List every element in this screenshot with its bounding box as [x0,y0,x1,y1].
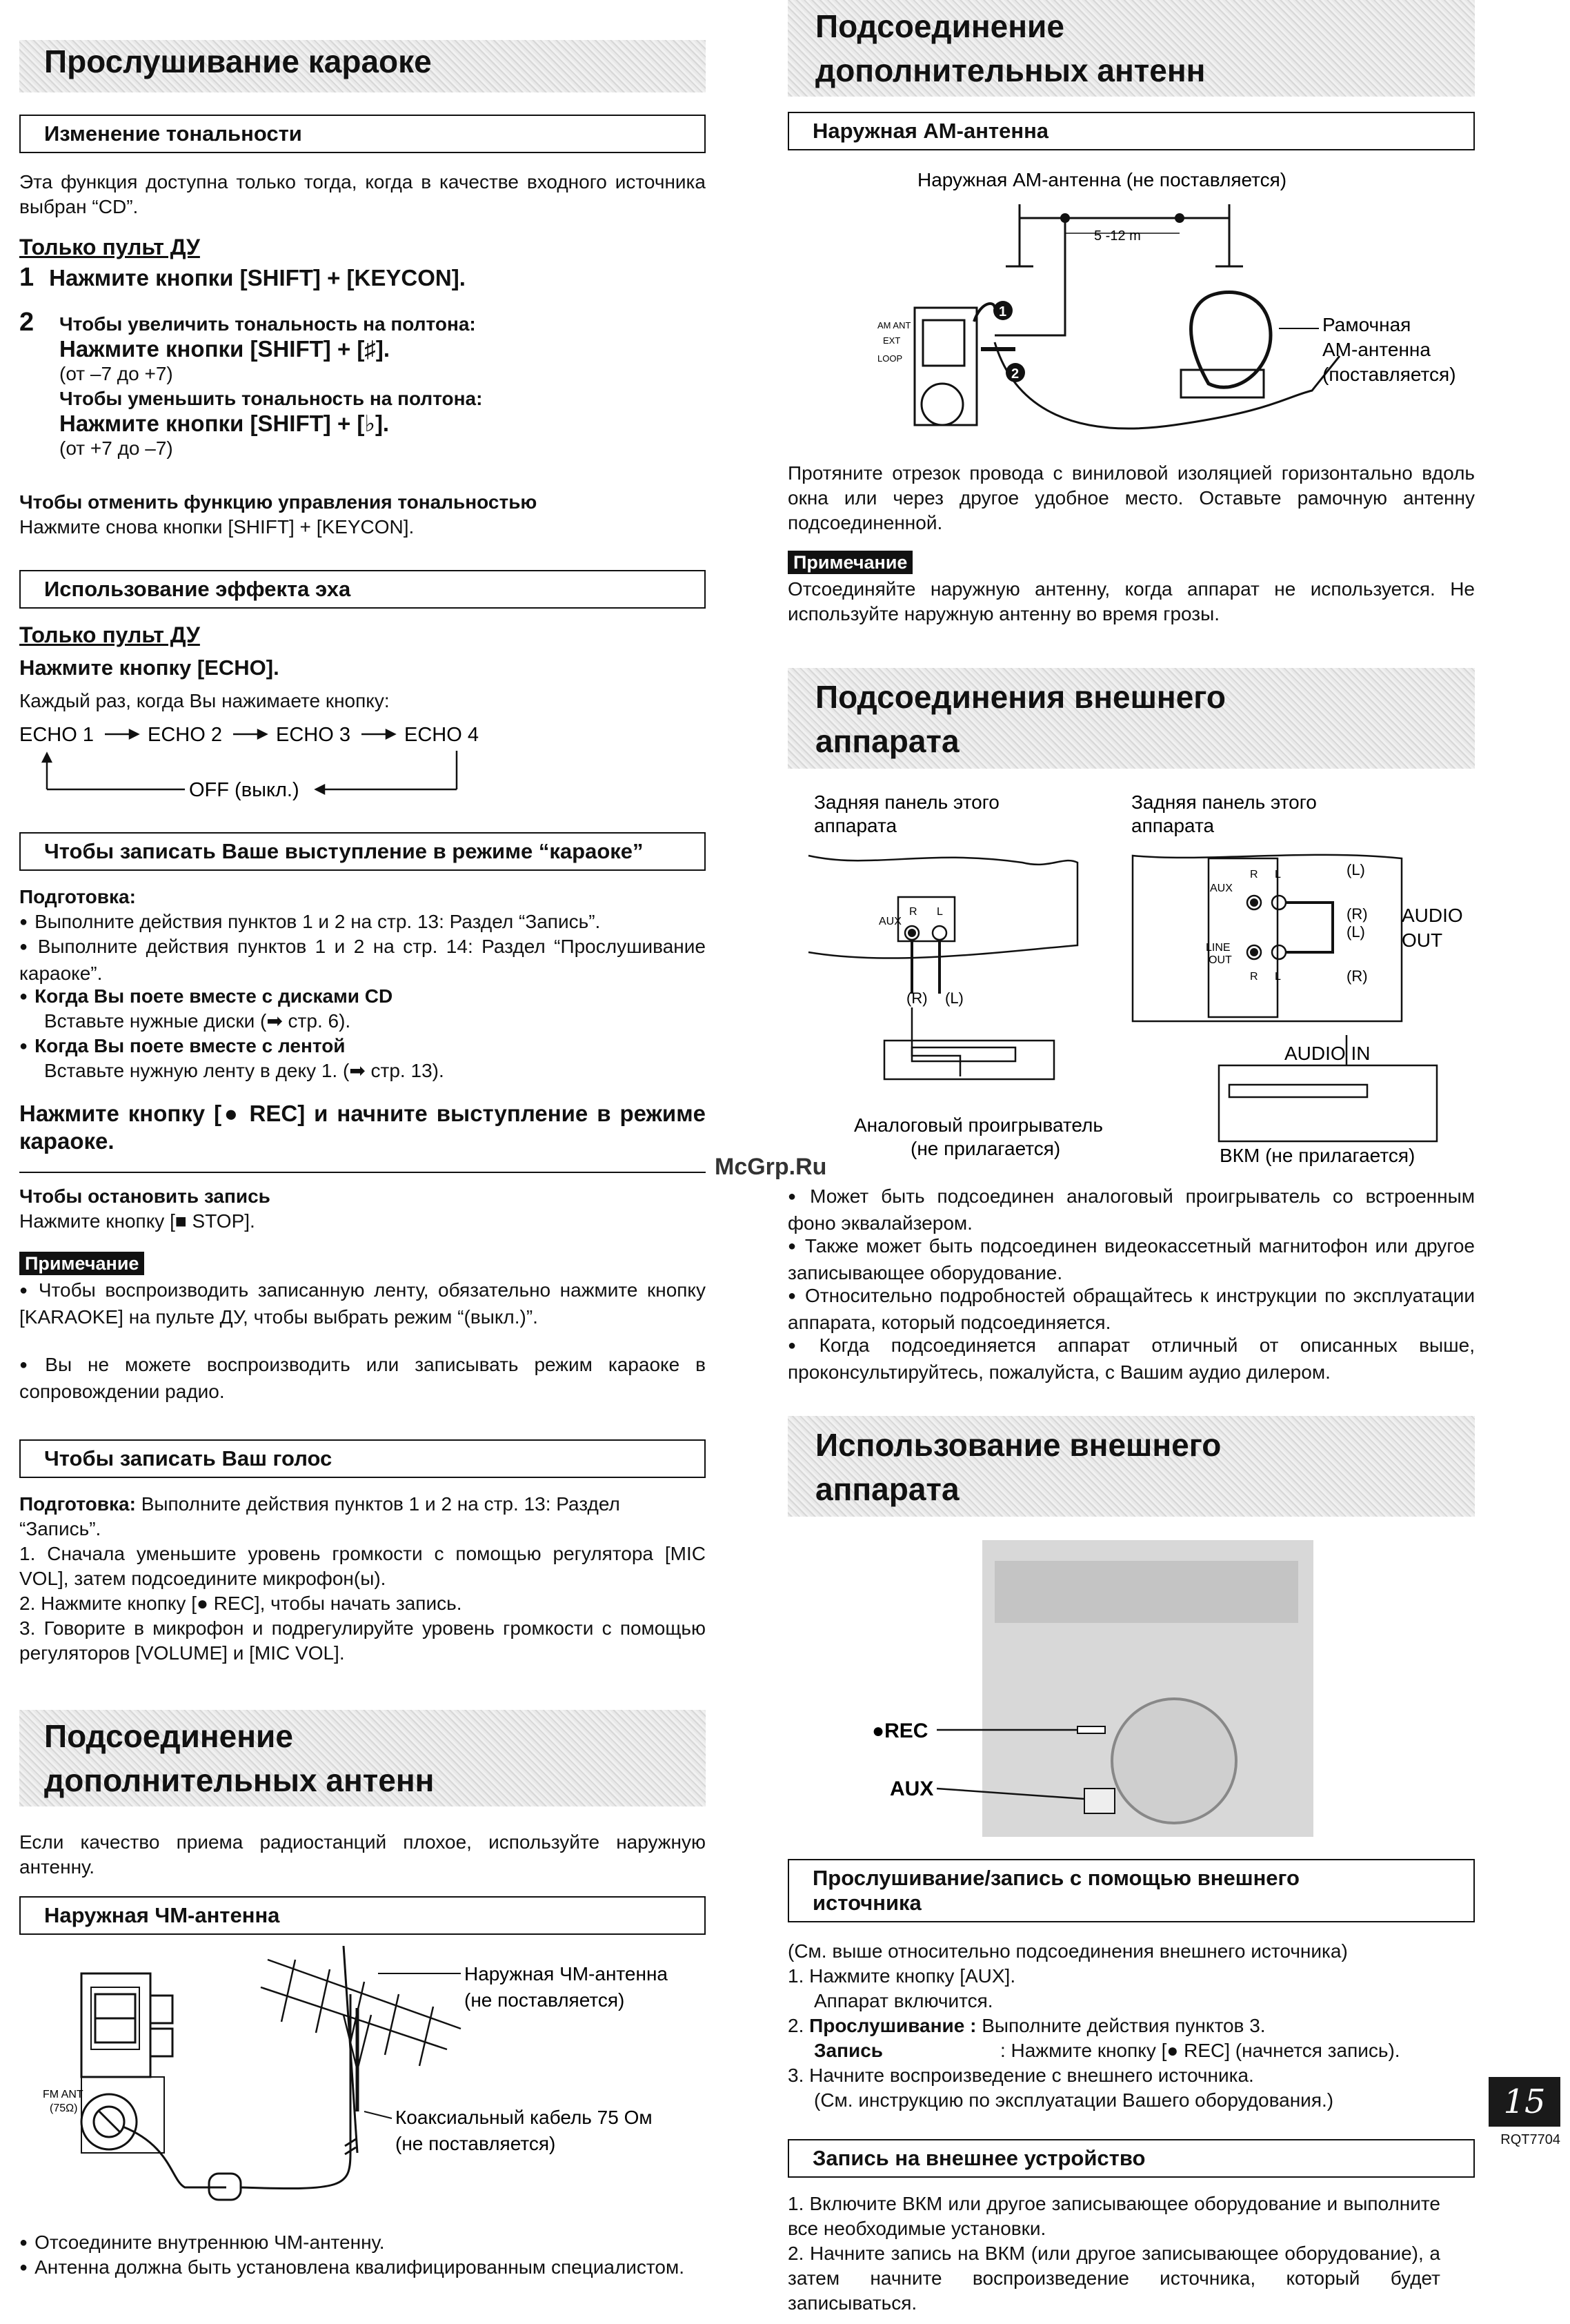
rec-mode-text: : Нажмите кнопку [● REC] (начнется запись). [1000,2040,1400,2061]
ext-bullet-2: ● Также может быть подсоединен видеокассетный магнитофон или другое записывающее оборудование. [788,1234,1475,1286]
echo-heading: Использование эффекта эха [19,570,706,609]
rec-voice-step-2: 2. Нажмите кнопку [● REC], чтобы начать запись. [19,1593,462,1614]
am-loop-label: LOOP [877,353,903,364]
ext-rec-step-2: 2. Начните запись на ВКМ (или другое записывающее оборудование), а затем начните воспроизведение источника, который будет записываться. [788,2243,1440,2314]
rear-panel-label-2: аппарата [1131,815,1215,836]
listen-heading-line-1: Прослушивание/запись с помощью внешнего [813,1866,1300,1890]
vcr-label: ВКМ (не прилагается) [1220,1145,1415,1166]
rec-karaoke-bullet-4-title: ● Когда Вы поете вместе с лентой [19,1034,706,1061]
rec-karaoke-note-1: ● Чтобы воспроизводить записанную ленту, обязательно нажмите кнопку [KARAOKE] на пульте ДУ, чтобы выбрать режим “(выкл.)”. [19,1278,706,1330]
aux-label: AUX [890,1778,934,1800]
loop-antenna-icon [1191,293,1271,388]
rec-voice-prep-label: Подготовка: [19,1493,136,1515]
karaoke-title: Прослушивание караоке [19,40,706,92]
rear-panel-label-1: Задняя панель этого [814,791,1000,813]
rear-panel-label-1: Задняя панель этого [1131,791,1317,813]
step-marker-1: 1 [999,304,1007,319]
rec-karaoke-bullet-3-text: Вставьте нужные диски (➡ стр. 6). [44,1010,351,1032]
echo-1-label: ECHO 1 [19,724,94,746]
listen-heading [788,1859,1475,1922]
step-text: Нажмите кнопки [SHIFT] + [KEYCON]. [49,265,466,290]
rec-karaoke-stop-label: Чтобы остановить запись [19,1185,270,1207]
audio-out-label-2: OUT [1402,929,1443,951]
rec-voice-step-1: 1. Сначала уменьшите уровень громкости с помощью регулятора [MIC VOL], затем подсоедините микрофон(ы). [19,1543,706,1589]
r-label: R [909,906,917,918]
echo-each-time: Каждый раз, когда Вы нажимаете кнопку: [19,690,390,711]
rec-karaoke-bullet-1: ● Выполните действия пунктов 1 и 2 на стр. 13: Раздел “Запись”. [19,909,706,936]
antennas-title-right [788,0,1475,97]
r-plug-label: (R) [906,989,928,1007]
l-label: L [1275,869,1281,880]
listen-step-1: 1. Нажмите кнопку [AUX]. [788,1965,1016,1987]
raise-label: Чтобы увеличить тональность на полтона: [59,313,476,335]
ext-bullet-3: ● Относительно подробностей обращайтесь к инструкции по эксплуатации аппарата, который подсоединяется. [788,1283,1475,1335]
tone-cancel-label: Чтобы отменить функцию управления тональностью [19,491,537,513]
listen-step-3: 3. Начните воспроизведение с внешнего источника. [788,2065,1254,2086]
turntable-icon [884,1041,1054,1079]
rec-voice-step-3: 3. Говорите в микрофон и подрегулируйте уровень громкости с помощью регуляторов [VOLUME] и [MIC VOL]. [19,1617,706,1664]
fm-heading: Наружная ЧМ-антенна [19,1896,706,1935]
l-label: L [1275,971,1281,983]
r-plug-label: (R) [1347,905,1368,923]
coax-label: Коаксиальный кабель 75 Ом [395,2107,653,2128]
listen-step-3-b: (См. инструкцию по эксплуатации Вашего оборудования.) [814,2089,1334,2111]
rec-karaoke-action: Нажмите кнопку [● REC] и начните выступление в режиме караоке. [19,1101,706,1154]
l-label: L [937,906,943,918]
antennas-title-line-1: Подсоединение [44,1718,293,1754]
loop-label-2: АМ-антенна [1322,339,1431,360]
am-note-text: Отсоединяйте наружную антенну, когда аппарат не используется. Не используйте наружную антенну во время грозы. [788,578,1475,624]
fm-sub-label: (не поставляется) [464,1989,625,2011]
fm-ant-label: FM ANT [43,2089,83,2100]
rec-karaoke-note-badge: Примечание [19,1252,144,1275]
fm-antenna-icon [261,1960,461,2111]
listen-mode-label: Прослушивание : [809,2015,977,2036]
turntable-label-2: (не прилагается) [911,1138,1061,1159]
listen-step-2 [788,2013,1475,2038]
step-marker-2: 2 [1011,366,1020,382]
l-plug-label: (L) [945,989,964,1007]
antennas-title-line-1: Подсоединение [815,8,1064,44]
fm-antenna-diagram [19,1946,706,2208]
tone-remote-only: Только пульт ДУ [19,235,200,259]
doc-code: RQT7704 [1500,2132,1560,2147]
echo-3-label: ECHO 3 [276,724,350,746]
loop-label-1: Рамочная [1322,314,1411,335]
rec-label: ●REC [872,1720,928,1742]
line-out-label-2: OUT [1209,954,1232,966]
r-label: R [1250,971,1258,983]
am-antenna-diagram [788,163,1475,453]
divider [19,1172,706,1173]
loop-label-3: (поставляется) [1322,364,1456,385]
step-number: 1 [19,263,34,292]
r-label: R [1250,869,1258,880]
front-panel-diagram [788,1540,1475,1844]
echo-4-label: ECHO 4 [404,724,479,746]
callout-line [364,2111,392,2118]
rec-karaoke-bullet-3-title: ● Когда Вы поете вместе с дисками CD [19,984,706,1011]
listen-step-1-b: Аппарат включится. [814,1990,993,2011]
line-out-label-1: LINE [1206,942,1231,954]
l-plug-label: (L) [1347,861,1365,878]
rec-karaoke-stop-text: Нажмите кнопку [■ STOP]. [19,1210,255,1232]
ext-bullet-4: ● Когда подсоединяется аппарат отличный от описанных выше, проконсультируйтесь, пожалуйста, с Вашим аудио дилером. [788,1333,1475,1385]
fm-ohm-label: (75Ω) [50,2103,78,2114]
fm-bullet-1: ● Отсоедините внутреннюю ЧМ-антенну. [19,2230,706,2257]
echo-off-label: OFF (выкл.) [189,779,299,801]
use-title-line-1: Использование внешнего [815,1427,1222,1463]
rec-karaoke-heading: Чтобы записать Ваше выступление в режиме “караоке” [19,832,706,871]
listen-mode-text: Выполните действия пунктов 3. [982,2015,1266,2036]
fm-label: Наружная ЧМ-антенна [464,1963,668,1985]
listen-step-2-rec [814,2038,1475,2063]
rear-panel-label-2: аппарата [814,815,897,836]
step-number: 2 [19,308,34,337]
aux-label: AUX [879,916,902,927]
aux-label: AUX [1210,883,1233,894]
rec-button [1077,1726,1105,1733]
echo-press: Нажмите кнопку [ECHO]. [19,656,279,680]
rec-karaoke-prep: Подготовка: [19,886,136,907]
echo-2-label: ECHO 2 [148,724,222,746]
raise-press: Нажмите кнопки [SHIFT] + [♯]. [59,336,390,362]
coax-sub-label: (не поставляется) [395,2133,556,2154]
am-caption: Наружная АМ-антенна (не поставляется) [917,169,1287,190]
knob-icon [922,384,963,425]
tone-step-1 [19,265,706,290]
r-plug-label: (R) [1347,967,1368,985]
lower-range: (от +7 до –7) [59,437,173,459]
echo-remote-only: Только пульт ДУ [19,622,200,647]
ext-title-line-1: Подсоединения внешнего [815,679,1226,715]
lower-label: Чтобы уменьшить тональность на полтона: [59,388,483,409]
antennas-title-left [19,1710,706,1806]
l-plug-label: (L) [1347,923,1365,941]
tone-heading: Изменение тональности [19,115,706,153]
fm-bullet-2: ● Антенна должна быть установлена квалифицированным специалистом. [19,2255,706,2282]
ext-connect-title [788,668,1475,769]
loop-cable [995,342,1340,429]
ext-use-title [788,1416,1475,1517]
am-ant-label: AM ANT [877,320,911,331]
page-number: 15 [1489,2077,1560,2127]
antennas-title-line-2: дополнительных антенн [815,52,1206,88]
rec-voice-prep [19,1492,706,1542]
rec-karaoke-bullet-2: ● Выполните действия пунктов 1 и 2 на стр. 14: Раздел “Прослушивание караоке”. [19,934,706,986]
ext-title-line-2: аппарата [815,723,960,759]
rec-voice-heading: Чтобы записать Ваш голос [19,1439,706,1478]
rec-karaoke-note-2: ● Вы не можете воспроизводить или записывать режим караоке в сопровождении радио. [19,1352,706,1404]
echo-cycle-diagram [19,718,530,807]
ext-bullet-1: ● Может быть подсоединен аналоговый проигрыватель со встроенным фоно эквалайзером. [788,1184,1475,1236]
ext-connection-diagram [788,787,1475,1173]
antennas-intro: Если качество приема радиостанций плохое, используйте наружную антенну. [19,1831,706,1878]
ext-rec-step-1: 1. Включите ВКМ или другое записывающее оборудование и выполните все необходимые установки. [788,2193,1440,2239]
audio-in-label: AUDIO IN [1284,1043,1371,1064]
listen-heading-line-2: источника [813,1891,922,1915]
ext-rec-heading: Запись на внешнее устройство [788,2139,1475,2178]
tone-intro: Эта функция доступна только тогда, когда в качестве входного источника выбран “CD”. [19,171,706,217]
tone-cancel-text: Нажмите снова кнопки [SHIFT] + [KEYCON]. [19,516,415,538]
am-heading: Наружная АМ-антенна [788,112,1475,150]
am-distance: 5 -12 m [1094,228,1141,244]
am-text: Протяните отрезок провода с виниловой изоляцией горизонтально вдоль окна или через другое удобное место. Оставьте рамочную антенну подсоединенной. [788,462,1475,533]
audio-out-label-1: AUDIO [1402,905,1463,926]
coax-cable [240,1994,350,2189]
antennas-title-line-2: дополнительных антенн [44,1762,435,1798]
aux-button [1084,1789,1115,1813]
turntable-label-1: Аналоговый проигрыватель [854,1114,1103,1136]
listen-intro: (См. выше относительно подсоединения внешнего источника) [788,1940,1348,1962]
rec-karaoke-bullet-4-text: Вставьте нужную ленту в деку 1. (➡ стр. 13). [44,1060,444,1081]
am-ext-label: EXT [883,335,901,346]
raise-range: (от –7 до +7) [59,363,173,384]
lower-press: Нажмите кнопки [SHIFT] + [♭]. [59,411,390,436]
use-title-line-2: аппарата [815,1471,960,1507]
am-note-badge: Примечание [788,551,913,574]
watermark: McGrp.Ru [715,1154,827,1180]
vcr-icon [1219,1065,1437,1141]
step-number: 2. [788,2015,804,2036]
rec-voice-prep-text: Выполните действия пунктов 1 и 2 на стр. 13: Раздел “Запись”. [19,1493,620,1539]
rec-mode-label: Запись [814,2040,884,2061]
